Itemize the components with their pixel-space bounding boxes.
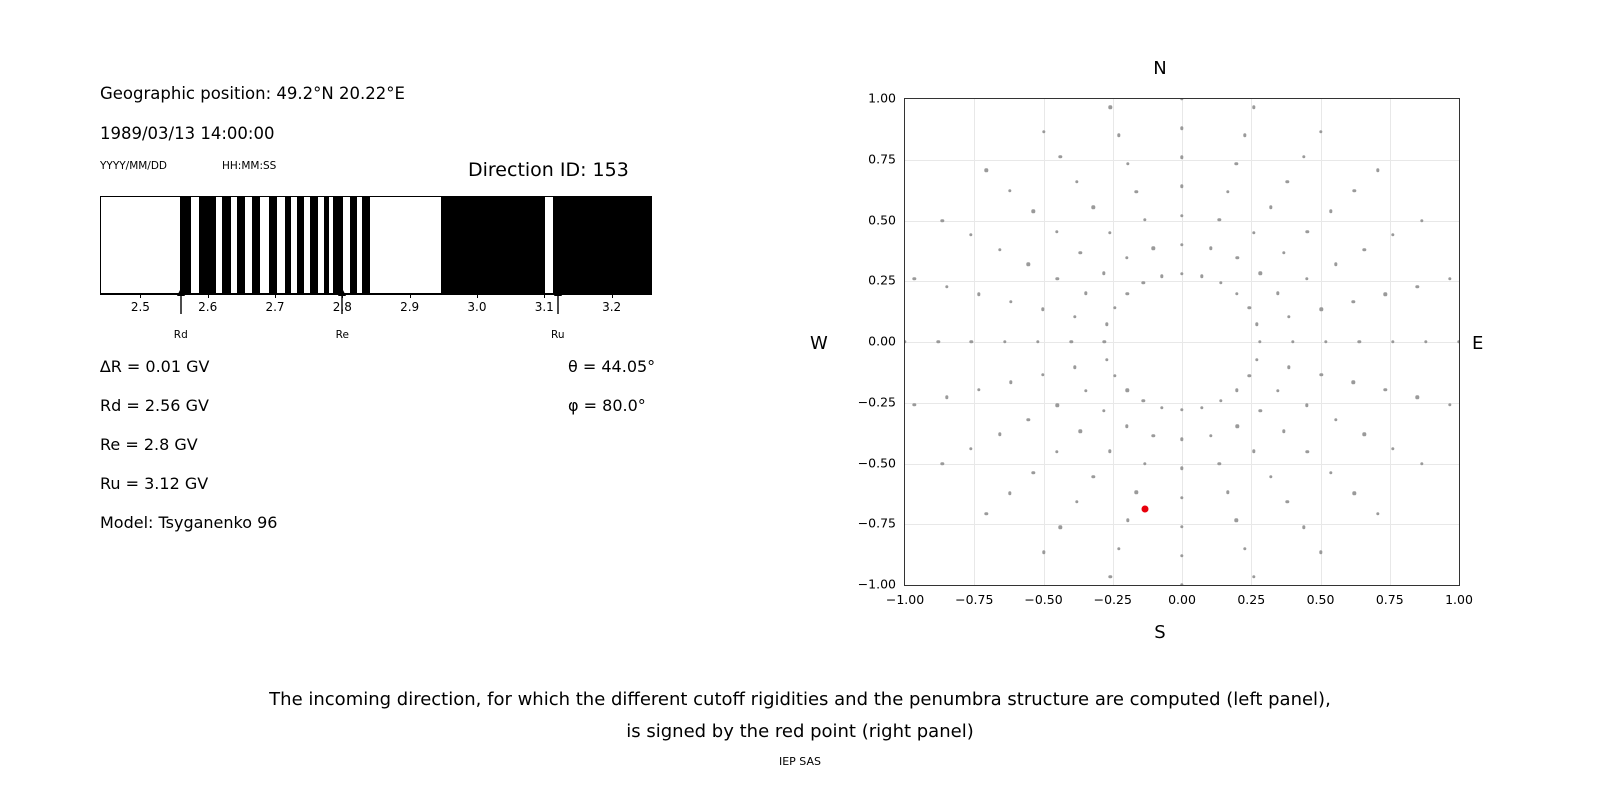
direction-point: [1384, 292, 1387, 295]
direction-point: [1329, 210, 1332, 213]
direction-point: [1259, 409, 1262, 412]
direction-point: [1305, 403, 1308, 406]
direction-point: [1117, 547, 1120, 550]
y-axis-tick-label: 0.00: [868, 333, 896, 349]
y-axis-tick-label: 0.25: [868, 272, 896, 288]
direction-point: [1287, 365, 1290, 368]
axis-tick: [275, 294, 276, 298]
direction-point: [940, 219, 943, 222]
direction-point: [969, 233, 972, 236]
compass-east-label: E: [1472, 333, 1484, 354]
direction-point: [1376, 512, 1379, 515]
direction-point: [1125, 256, 1128, 259]
penumbra-band: [310, 197, 318, 293]
stat-rd: Rd = 2.56 GV: [100, 396, 209, 415]
penumbra-band: [180, 197, 191, 293]
marker-label: Ru: [551, 329, 565, 341]
direction-point: [1287, 315, 1290, 318]
direction-point: [1180, 98, 1183, 101]
direction-point: [1302, 525, 1305, 528]
direction-point: [1235, 388, 1238, 391]
penumbra-bar: [100, 196, 652, 294]
direction-point: [1009, 300, 1012, 303]
direction-point: [1376, 168, 1379, 171]
direction-point: [913, 403, 916, 406]
direction-point: [1092, 206, 1095, 209]
direction-point: [1042, 551, 1045, 554]
direction-point: [1420, 462, 1423, 465]
direction-point: [1269, 206, 1272, 209]
direction-point: [1363, 248, 1366, 251]
marker-arrow-icon: [174, 288, 188, 314]
gridline-horizontal: [905, 221, 1459, 222]
direction-point: [1180, 214, 1183, 217]
y-axis-tick-label: 0.50: [868, 212, 896, 227]
stat-re: Re = 2.8 GV: [100, 435, 198, 454]
geographic-position-label: Geographic position: 49.2°N 20.22°E: [100, 84, 405, 103]
left-panel: [0, 0, 760, 660]
y-axis-tick-label: 1.00: [868, 90, 896, 106]
direction-point: [1126, 519, 1129, 522]
direction-point: [1353, 189, 1356, 192]
direction-point: [1075, 180, 1078, 183]
penumbra-band: [324, 197, 329, 293]
y-axis-tick-label: −0.50: [857, 455, 896, 470]
direction-point: [1180, 156, 1183, 159]
sky-map-plot: [904, 98, 1460, 586]
direction-point: [1078, 251, 1081, 254]
axis-tick-label: 2.8: [332, 300, 352, 314]
direction-point: [1180, 185, 1183, 188]
date-format-hint: YYYY/MM/DD: [100, 160, 168, 172]
direction-point: [1125, 388, 1128, 391]
caption-line-2: is signed by the red point (right panel): [626, 721, 974, 742]
direction-point: [970, 340, 973, 343]
direction-point: [1102, 409, 1105, 412]
penumbra-band: [199, 197, 217, 293]
axis-tick-label: 3.2: [602, 300, 622, 314]
direction-point: [1255, 358, 1258, 361]
axis-tick: [140, 294, 141, 298]
penumbra-band: [285, 197, 291, 293]
axis-tick-label: 2.5: [130, 300, 150, 314]
direction-point: [1219, 281, 1222, 284]
direction-point: [1113, 374, 1116, 377]
direction-point: [1457, 340, 1460, 343]
direction-point: [1134, 491, 1137, 494]
direction-point: [1180, 583, 1183, 586]
direction-point: [1209, 434, 1212, 437]
direction-point: [1008, 492, 1011, 495]
direction-point: [1036, 340, 1039, 343]
figure-caption: [0, 684, 1600, 748]
direction-point: [1319, 130, 1322, 133]
direction-point: [1180, 437, 1183, 440]
x-axis-tick-label: −0.25: [1093, 592, 1132, 607]
direction-point: [1055, 230, 1058, 233]
direction-point: [1448, 403, 1451, 406]
direction-point: [1391, 340, 1394, 343]
stat-delta-r: ∆R = 0.01 GV: [100, 357, 210, 376]
direction-point: [1218, 462, 1221, 465]
penumbra-band: [350, 197, 357, 293]
direction-point: [1069, 340, 1072, 343]
direction-point: [1200, 406, 1203, 409]
marker-label: Re: [335, 329, 349, 341]
direction-point: [1329, 471, 1332, 474]
direction-point: [1235, 519, 1238, 522]
direction-point: [1078, 430, 1081, 433]
direction-point: [1075, 500, 1078, 503]
axis-tick-label: 2.7: [265, 300, 285, 314]
direction-point: [1269, 475, 1272, 478]
direction-point: [1003, 340, 1006, 343]
y-axis-tick-label: 0.75: [868, 151, 896, 167]
direction-point: [1143, 462, 1146, 465]
axis-tick: [477, 294, 478, 298]
right-panel: [810, 40, 1520, 660]
direction-point: [1109, 106, 1112, 109]
direction-point: [1092, 475, 1095, 478]
axis-tick-label: 2.9: [400, 300, 420, 314]
direction-point: [1180, 126, 1183, 129]
direction-point: [1258, 340, 1261, 343]
direction-point: [1180, 467, 1183, 470]
direction-point: [984, 512, 987, 515]
direction-point: [1319, 551, 1322, 554]
gridline-horizontal: [905, 281, 1459, 282]
time-format-hint: HH:MM:SS: [222, 160, 277, 172]
direction-point: [998, 433, 1001, 436]
direction-point: [1236, 424, 1239, 427]
y-axis-tick-label: −0.25: [857, 394, 896, 410]
direction-point: [1306, 450, 1309, 453]
axis-tick: [612, 294, 613, 298]
direction-point: [1391, 233, 1394, 236]
axis-tick: [208, 294, 209, 298]
penumbra-band: [441, 197, 545, 293]
direction-point: [1276, 389, 1279, 392]
direction-point: [977, 388, 980, 391]
penumbra-band: [269, 197, 277, 293]
direction-point: [1160, 275, 1163, 278]
penumbra-band: [362, 197, 370, 293]
penumbra-chart: [100, 196, 652, 294]
direction-point: [1276, 292, 1279, 295]
direction-point: [1105, 358, 1108, 361]
direction-point: [1108, 450, 1111, 453]
direction-point: [1056, 277, 1059, 280]
direction-point: [1353, 492, 1356, 495]
direction-point: [1027, 418, 1030, 421]
direction-point: [1363, 433, 1366, 436]
direction-point: [1027, 263, 1030, 266]
axis-tick-label: 3.0: [467, 300, 487, 314]
direction-point: [1042, 130, 1045, 133]
direction-point: [1243, 134, 1246, 137]
direction-point: [1252, 231, 1255, 234]
x-axis-tick-label: −1.00: [885, 592, 925, 607]
direction-point: [1073, 315, 1076, 318]
gridline-horizontal: [905, 464, 1459, 465]
direction-point: [984, 168, 987, 171]
direction-point: [1126, 162, 1129, 165]
direction-point: [1084, 292, 1087, 295]
direction-point: [1180, 243, 1183, 246]
penumbra-band: [222, 197, 231, 293]
direction-point: [1282, 251, 1285, 254]
direction-point: [1352, 300, 1355, 303]
direction-point: [1125, 424, 1128, 427]
direction-point: [1180, 272, 1183, 275]
axis-tick: [410, 294, 411, 298]
direction-point: [1319, 308, 1322, 311]
direction-point: [1160, 406, 1163, 409]
direction-point: [1152, 434, 1155, 437]
direction-point: [1252, 106, 1255, 109]
x-axis-tick-label: −0.50: [1024, 592, 1063, 607]
direction-point: [1058, 525, 1061, 528]
direction-point: [1384, 388, 1387, 391]
gridline-horizontal: [905, 342, 1459, 343]
direction-point: [1102, 272, 1105, 275]
direction-point: [937, 340, 940, 343]
stat-theta: θ = 44.05°: [568, 357, 656, 376]
direction-point: [1416, 285, 1419, 288]
stat-ru: Ru = 3.12 GV: [100, 474, 209, 493]
direction-point: [1209, 246, 1212, 249]
x-axis-tick-label: 0.75: [1375, 592, 1404, 607]
direction-point: [1235, 162, 1238, 165]
direction-point: [1306, 230, 1309, 233]
stat-phi: φ = 80.0°: [568, 396, 646, 415]
direction-point: [1009, 381, 1012, 384]
direction-point: [1236, 256, 1239, 259]
direction-point: [1117, 134, 1120, 137]
compass-south-label: S: [1154, 622, 1166, 643]
axis-tick-label: 2.6: [198, 300, 218, 314]
direction-point: [1226, 491, 1229, 494]
direction-point: [998, 248, 1001, 251]
direction-point: [1352, 381, 1355, 384]
direction-point: [1180, 496, 1183, 499]
direction-point: [1109, 575, 1112, 578]
direction-point: [1226, 190, 1229, 193]
x-axis-tick-label: 0.25: [1237, 592, 1266, 607]
direction-point: [1142, 281, 1145, 284]
direction-point: [1358, 340, 1361, 343]
direction-point: [1235, 292, 1238, 295]
marker-label: Rd: [173, 329, 188, 341]
direction-point: [1084, 389, 1087, 392]
x-axis-tick-label: −0.75: [955, 592, 994, 607]
direction-point: [1200, 275, 1203, 278]
direction-point: [1073, 365, 1076, 368]
direction-point: [1302, 155, 1305, 158]
direction-point: [1055, 450, 1058, 453]
direction-point: [1424, 340, 1427, 343]
direction-point: [1391, 447, 1394, 450]
direction-point: [1305, 277, 1308, 280]
penumbra-band: [237, 197, 245, 293]
direction-point: [1031, 210, 1034, 213]
direction-point: [1243, 547, 1246, 550]
direction-point: [1319, 373, 1322, 376]
y-axis-tick-label: −0.75: [857, 515, 896, 531]
axis-tick-label: 3.1: [534, 300, 554, 314]
direction-point: [945, 396, 948, 399]
direction-point: [1180, 408, 1183, 411]
marker-arrow-icon: [335, 288, 349, 314]
direction-point: [1334, 418, 1337, 421]
gridline-horizontal: [905, 403, 1459, 404]
footer-credit: IEP SAS: [778, 755, 822, 768]
direction-point: [1134, 190, 1137, 193]
penumbra-band: [333, 197, 343, 293]
direction-id-label: Direction ID: 153: [468, 159, 629, 181]
direction-point: [1324, 340, 1327, 343]
direction-point: [977, 292, 980, 295]
x-axis-tick-label: 0.50: [1306, 592, 1335, 607]
direction-point: [1058, 155, 1061, 158]
direction-point: [1420, 219, 1423, 222]
penumbra-band: [252, 197, 260, 293]
datetime-label: 1989/03/13 14:00:00: [100, 124, 275, 143]
axis-tick: [544, 294, 545, 298]
direction-point: [1291, 340, 1294, 343]
caption-line-1: The incoming direction, for which the different cutoff rigidities and the penumbra structure are computed (left panel),: [269, 689, 1331, 710]
stat-model: Model: Tsyganenko 96: [100, 513, 278, 532]
compass-north-label: N: [1153, 58, 1167, 79]
direction-point: [1008, 189, 1011, 192]
direction-point: [1103, 340, 1106, 343]
direction-point: [1152, 246, 1155, 249]
direction-point: [1286, 180, 1289, 183]
x-axis-tick-label: 0.00: [1168, 592, 1196, 607]
x-axis-tick-label: 1.00: [1445, 592, 1473, 607]
direction-point: [969, 447, 972, 450]
direction-point: [904, 340, 907, 343]
direction-point: [1252, 575, 1255, 578]
penumbra-band: [553, 197, 652, 293]
direction-point: [1334, 263, 1337, 266]
direction-point: [1125, 292, 1128, 295]
gridline-horizontal: [905, 160, 1459, 161]
selected-direction-point: [1142, 505, 1149, 512]
direction-point: [1108, 231, 1111, 234]
direction-point: [1252, 450, 1255, 453]
compass-west-label: W: [810, 333, 828, 354]
direction-point: [1105, 323, 1108, 326]
direction-point: [1031, 471, 1034, 474]
marker-arrow-icon: [551, 288, 565, 314]
direction-point: [1056, 403, 1059, 406]
direction-point: [1113, 306, 1116, 309]
direction-point: [1282, 430, 1285, 433]
direction-point: [1416, 396, 1419, 399]
y-axis-tick-label: −1.00: [857, 576, 896, 592]
direction-point: [1255, 323, 1258, 326]
direction-point: [1286, 500, 1289, 503]
direction-point: [940, 462, 943, 465]
direction-point: [1259, 272, 1262, 275]
direction-point: [945, 285, 948, 288]
direction-point: [1180, 554, 1183, 557]
direction-point: [1180, 525, 1183, 528]
penumbra-band: [297, 197, 304, 293]
